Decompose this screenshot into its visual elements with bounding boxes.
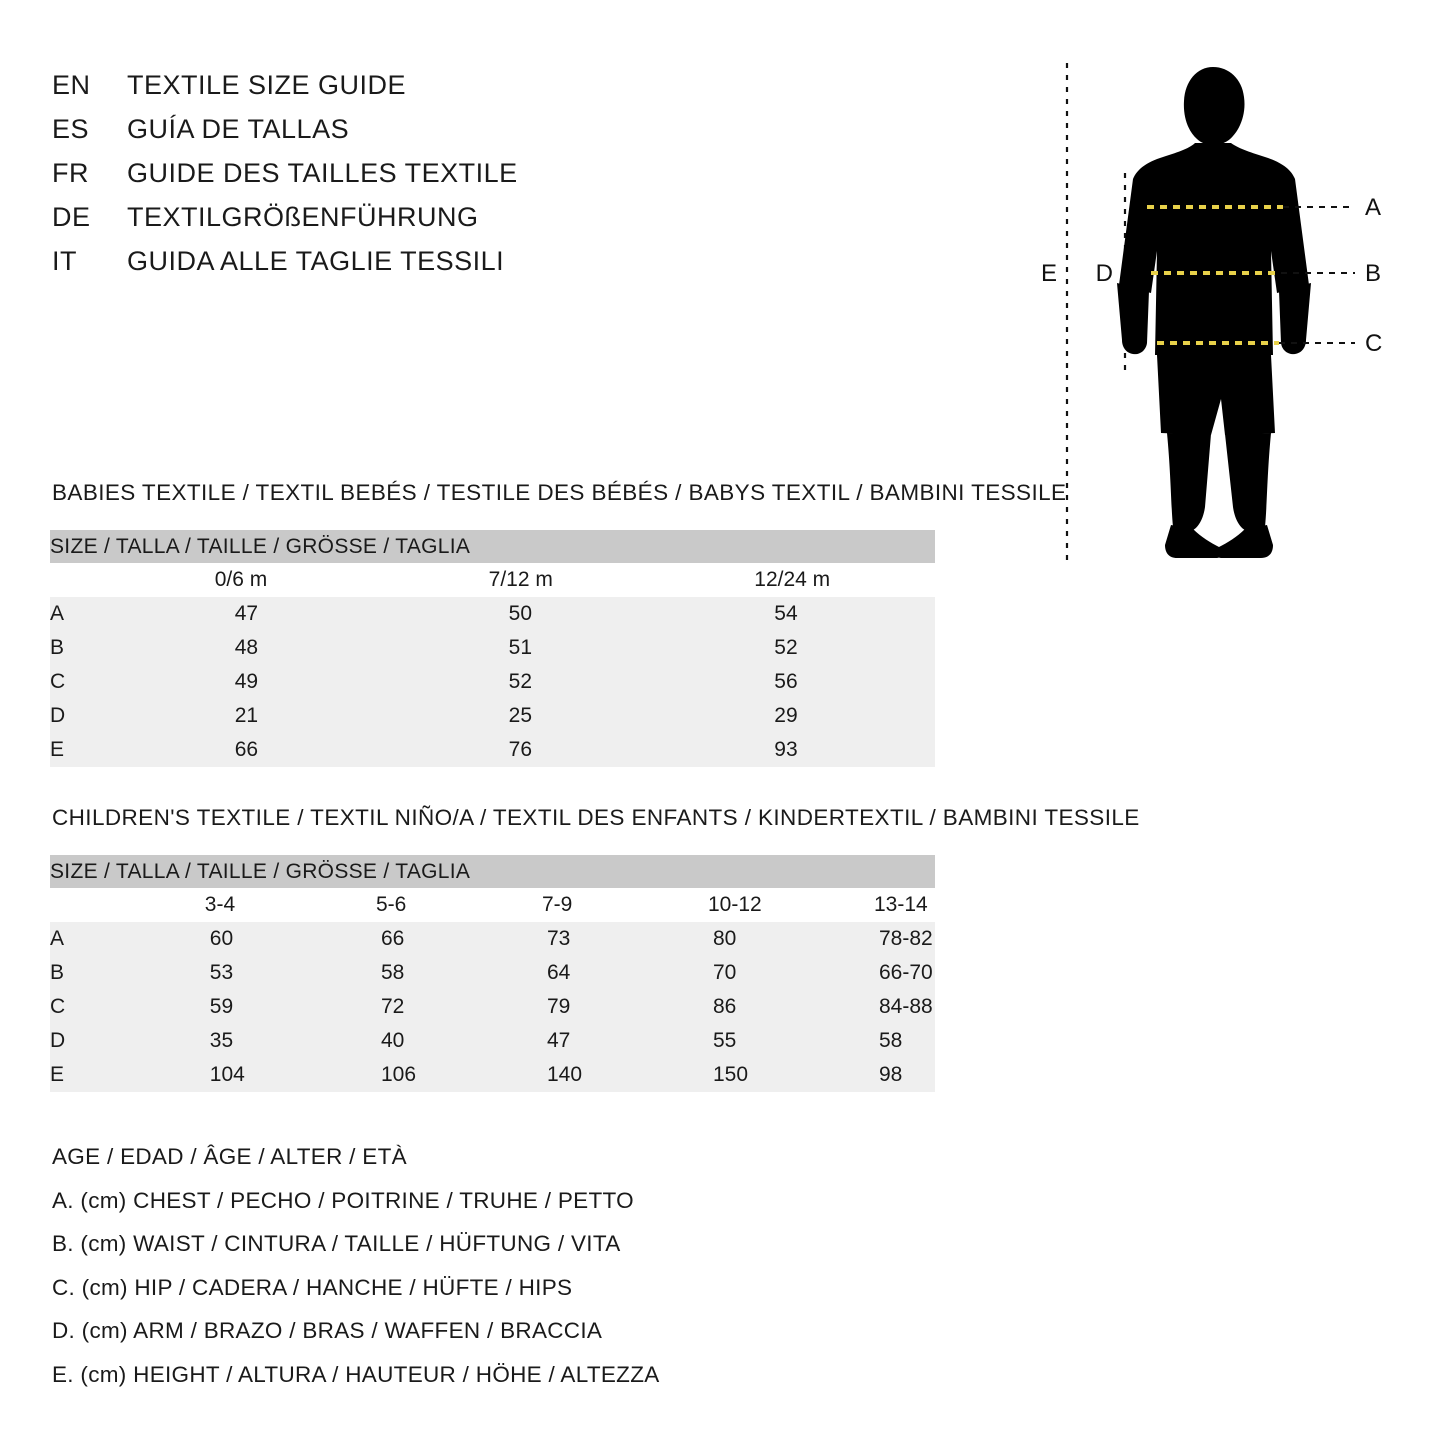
table-row xyxy=(50,1058,935,1092)
row-label: B xyxy=(50,631,130,665)
table-cell xyxy=(100,956,271,990)
column-header xyxy=(271,888,437,922)
cell-value: 140 xyxy=(546,1063,583,1086)
marker-label-b: B xyxy=(1365,260,1382,287)
cell-value: 70 xyxy=(712,961,737,984)
cell-value: 66-70 xyxy=(878,961,933,984)
cell-value: 54 xyxy=(774,602,798,625)
language-row xyxy=(52,70,792,114)
row-label: A xyxy=(50,597,130,631)
cell-value: 66 xyxy=(380,927,405,950)
legend-line-hip: C. (cm) HIP / CADERA / HANCHE / HÜFTE / HIPS xyxy=(52,1274,573,1300)
table-cell xyxy=(100,1058,271,1092)
children-size-table xyxy=(50,855,935,1092)
cell-value: 25 xyxy=(508,704,532,727)
table-row xyxy=(50,733,935,767)
column-header xyxy=(603,888,769,922)
legend-line-waist: B. (cm) WAIST / CINTURA / TAILLE / HÜFTUNG / VITA xyxy=(52,1231,621,1256)
table-cell xyxy=(669,597,935,631)
cell-value: 80 xyxy=(712,927,737,950)
cell-value: 64 xyxy=(546,961,571,984)
table-cell xyxy=(130,631,404,665)
cell-value: 59 xyxy=(209,995,234,1018)
column-header-label: 12/24 m xyxy=(754,568,831,591)
cell-value: 55 xyxy=(712,1029,737,1052)
cell-value: 21 xyxy=(234,704,259,727)
table-cell xyxy=(437,990,603,1024)
table-row xyxy=(50,665,935,699)
column-header xyxy=(100,888,271,922)
cell-value: 56 xyxy=(774,670,798,693)
language-code: DE xyxy=(52,202,91,232)
table-cell xyxy=(130,733,404,767)
legend-line-arm: D. (cm) ARM / BRAZO / BRAS / WAFFEN / BRACCIA xyxy=(52,1318,603,1343)
cell-value: 60 xyxy=(209,927,234,950)
table-row xyxy=(50,1024,935,1058)
table-cell xyxy=(130,597,404,631)
table-cell xyxy=(437,956,603,990)
language-row xyxy=(52,202,792,246)
child-silhouette xyxy=(1117,67,1311,558)
column-header-label: 5-6 xyxy=(375,893,407,916)
marker-label-a: A xyxy=(1365,194,1382,221)
row-label: B xyxy=(50,956,100,990)
language-code: IT xyxy=(52,246,77,276)
marker-label-d: D xyxy=(1095,260,1113,287)
cell-value: 50 xyxy=(508,602,532,625)
table-cell xyxy=(271,990,437,1024)
cell-value: 78-82 xyxy=(878,927,933,950)
language-title-block xyxy=(52,70,792,290)
table-cell xyxy=(769,1024,935,1058)
row-label: C xyxy=(50,665,130,699)
table-cell xyxy=(100,922,271,956)
babies-section-title: BABIES TEXTILE / TEXTIL BEBÉS / TESTILE DES BÉBÉS / BABYS TEXTIL / BAMBINI TESSILE xyxy=(52,480,1067,505)
row-label-empty xyxy=(50,888,100,922)
table-row xyxy=(50,597,935,631)
cell-value: 84-88 xyxy=(878,995,933,1018)
row-label: E xyxy=(50,733,130,767)
table-cell xyxy=(404,597,670,631)
cell-value: 106 xyxy=(380,1063,417,1086)
table-cell xyxy=(100,1024,271,1058)
table-cell xyxy=(404,665,670,699)
table-cell xyxy=(404,631,670,665)
legend-line-age: AGE / EDAD / ÂGE / ALTER / ETÀ xyxy=(52,1144,407,1169)
table-cell xyxy=(437,1058,603,1092)
cell-value: 40 xyxy=(380,1029,405,1052)
cell-value: 52 xyxy=(774,636,798,659)
language-code: EN xyxy=(52,70,91,100)
table-cell xyxy=(603,956,769,990)
measurement-legend xyxy=(52,1135,952,1396)
cell-value: 72 xyxy=(380,995,405,1018)
table-cell xyxy=(130,665,404,699)
language-row xyxy=(52,114,792,158)
table-header-row xyxy=(50,530,935,563)
marker-label-e: E xyxy=(1040,260,1057,287)
table-row xyxy=(50,699,935,733)
column-header-label: 3-4 xyxy=(204,893,236,916)
language-code: ES xyxy=(52,114,90,144)
measurement-figure xyxy=(1025,55,1405,575)
table-column-row xyxy=(50,563,935,597)
column-header xyxy=(404,563,670,597)
table-cell xyxy=(603,1058,769,1092)
table-row xyxy=(50,990,935,1024)
table-row xyxy=(50,922,935,956)
language-title: GUÍA DE TALLAS xyxy=(127,114,350,144)
table-cell xyxy=(603,1024,769,1058)
table-cell xyxy=(271,1024,437,1058)
language-title: TEXTILE SIZE GUIDE xyxy=(127,70,407,100)
table-cell xyxy=(437,1024,603,1058)
marker-label-c: C xyxy=(1365,330,1383,357)
column-header-label: 13-14 xyxy=(873,893,928,916)
table-cell xyxy=(100,990,271,1024)
table-header-row xyxy=(50,855,935,888)
row-label: A xyxy=(50,922,100,956)
table-cell xyxy=(271,956,437,990)
table-column-row xyxy=(50,888,935,922)
cell-value: 48 xyxy=(234,636,259,659)
table-row xyxy=(50,631,935,665)
column-header xyxy=(437,888,603,922)
table-cell xyxy=(769,990,935,1024)
language-title: GUIDE DES TAILLES TEXTILE xyxy=(127,158,518,188)
column-header xyxy=(669,563,935,597)
table-cell xyxy=(130,699,404,733)
table-cell xyxy=(271,922,437,956)
language-code: FR xyxy=(52,158,89,188)
language-title: GUIDA ALLE TAGLIE TESSILI xyxy=(127,246,505,276)
table-row xyxy=(50,956,935,990)
table-cell xyxy=(669,665,935,699)
table-cell xyxy=(437,922,603,956)
table-cell xyxy=(769,956,935,990)
language-row xyxy=(52,158,792,202)
cell-value: 66 xyxy=(234,738,259,761)
row-label: E xyxy=(50,1058,100,1092)
table-cell xyxy=(404,699,670,733)
legend-line-height: E. (cm) HEIGHT / ALTURA / HAUTEUR / HÖHE / ALTEZZA xyxy=(52,1361,660,1387)
cell-value: 58 xyxy=(878,1029,903,1052)
cell-value: 35 xyxy=(209,1029,234,1052)
children-section-title: CHILDREN'S TEXTILE / TEXTIL NIÑO/A / TEXTIL DES ENFANTS / KINDERTEXTIL / BAMBINI TESSILE xyxy=(52,805,1140,830)
cell-value: 53 xyxy=(209,961,234,984)
cell-value: 29 xyxy=(774,704,798,727)
row-label-empty xyxy=(50,563,130,597)
cell-value: 51 xyxy=(508,636,532,659)
row-label: D xyxy=(50,1024,100,1058)
cell-value: 47 xyxy=(234,602,259,625)
table-cell xyxy=(271,1058,437,1092)
table-cell xyxy=(603,922,769,956)
column-header-label: 10-12 xyxy=(707,893,762,916)
column-header-label: 0/6 m xyxy=(214,568,268,591)
table-cell xyxy=(769,1058,935,1092)
cell-value: 76 xyxy=(508,738,532,761)
column-header-label: 7/12 m xyxy=(488,568,553,591)
row-label: D xyxy=(50,699,130,733)
cell-value: 49 xyxy=(234,670,259,693)
column-header xyxy=(130,563,404,597)
table-cell xyxy=(669,733,935,767)
cell-value: 52 xyxy=(508,670,532,693)
cell-value: 150 xyxy=(712,1063,749,1086)
cell-value: 104 xyxy=(209,1063,245,1086)
babies-table-header: SIZE / TALLA / TAILLE / GRÖSSE / TAGLIA xyxy=(50,530,935,563)
cell-value: 47 xyxy=(546,1029,571,1052)
column-header-label: 7-9 xyxy=(541,893,573,916)
children-table-header: SIZE / TALLA / TAILLE / GRÖSSE / TAGLIA xyxy=(50,855,935,888)
language-title: TEXTILGRÖßENFÜHRUNG xyxy=(127,202,479,232)
table-cell xyxy=(669,631,935,665)
cell-value: 98 xyxy=(878,1063,903,1086)
column-header xyxy=(769,888,935,922)
legend-line-chest: A. (cm) CHEST / PECHO / POITRINE / TRUHE / PETTO xyxy=(52,1187,634,1213)
table-cell xyxy=(769,922,935,956)
row-label: C xyxy=(50,990,100,1024)
babies-size-table xyxy=(50,530,935,767)
table-cell xyxy=(669,699,935,733)
table-cell xyxy=(603,990,769,1024)
cell-value: 79 xyxy=(546,995,571,1018)
language-row xyxy=(52,246,792,290)
table-cell xyxy=(404,733,670,767)
cell-value: 58 xyxy=(380,961,405,984)
cell-value: 86 xyxy=(712,995,737,1018)
cell-value: 93 xyxy=(774,738,798,761)
cell-value: 73 xyxy=(546,927,571,950)
